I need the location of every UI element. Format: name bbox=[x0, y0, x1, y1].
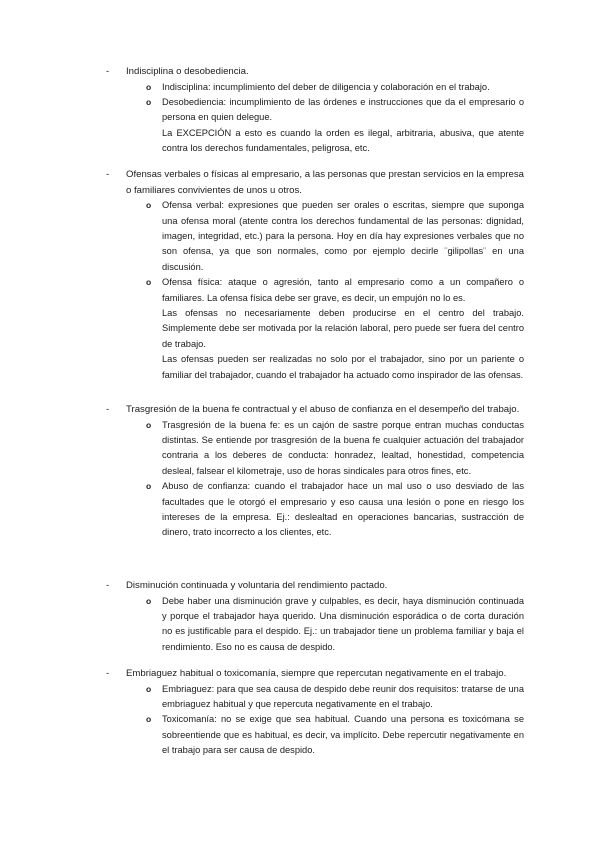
section-title: Disminución continuada y voluntaria del rendimiento pactado. bbox=[126, 580, 388, 591]
section-dash: - bbox=[106, 169, 110, 180]
bullet-marker: o bbox=[146, 200, 152, 211]
list-item bbox=[146, 594, 524, 656]
paragraph: Toxicomanía: no se exige que sea habitual. Cuando una persona es toxicómana se sobreentiende que es habitual, es decir, va implícito. Debe repercutir negativamente en el trabajo para ser causa de despido. bbox=[162, 714, 524, 756]
paragraph: Ofensa física: ataque o agresión, tanto al empresario como a un compañero o familiares. La ofensa física debe ser grave, es decir, un empujón no lo es. bbox=[162, 277, 524, 303]
bullet-marker: o bbox=[146, 481, 152, 492]
paragraph: Indisciplina: incumplimiento del deber de diligencia y colaboración en el trabajo. bbox=[162, 81, 490, 92]
bullet-list bbox=[106, 198, 524, 383]
paragraph: Las ofensas no necesariamente deben producirse en el centro del trabajo. Simplemente debe ser motivada por la relación laboral, pero puede ser fuera del centro de trabajo. bbox=[162, 308, 524, 349]
list-item bbox=[146, 275, 524, 383]
section-embriaguez bbox=[106, 666, 524, 759]
bullet-marker: o bbox=[146, 277, 152, 288]
bullet-marker: o bbox=[146, 683, 152, 694]
section-trasgresion bbox=[106, 402, 524, 541]
bullet-marker: o bbox=[146, 97, 152, 107]
section-disminucion bbox=[106, 578, 524, 655]
paragraph: Ofensa verbal: expresiones que pueden ser orales o escritas, siempre que suponga una ofensa moral (atente contra los derechos fundamental de las personas: dignidad, imagen, integridad, etc.) para la persona. Hoy en día hay expresiones verbales que no son ofensa, ya que son normales, como por ejemplo decirle ¨gilipollas¨ en una discusión. bbox=[162, 200, 524, 272]
list-item bbox=[146, 418, 524, 480]
paragraph: La EXCEPCIÓN a esto es cuando la orden es ilegal, arbitraria, abusiva, que atente contra los derechos fundamentales, peligrosa, etc. bbox=[162, 127, 524, 154]
bullet-marker: o bbox=[146, 714, 152, 725]
section-dash: - bbox=[106, 580, 110, 591]
bullet-list bbox=[106, 80, 524, 157]
section-ofensas bbox=[106, 167, 524, 383]
bullet-marker: o bbox=[146, 81, 152, 92]
bullet-list bbox=[106, 682, 524, 759]
bullet-list bbox=[106, 594, 524, 656]
paragraph: Trasgresión de la buena fe: es un cajón de sastre porque entran muchas conductas distintas. Se entiende por trasgresión de la buena fe cualquier actuación del trabajador contraria a los deberes de conducta: honradez, lealtad, honestidad, competencia desleal, falsear el kilometraje, uso de horas sindicales para otros fines, etc. bbox=[162, 419, 524, 476]
section-dash: - bbox=[106, 404, 110, 415]
list-item bbox=[146, 198, 524, 275]
section-title: Indisciplina o desobediencia. bbox=[126, 66, 249, 77]
list-item bbox=[146, 95, 524, 157]
paragraph: Embriaguez: para que sea causa de despido debe reunir dos requisitos: tratarse de una embriaguez habitual y que repercuta negativamente en el trabajo. bbox=[162, 683, 524, 709]
list-item bbox=[146, 712, 524, 758]
bullet-marker: o bbox=[146, 419, 152, 430]
list-item bbox=[146, 80, 524, 95]
paragraph: Debe haber una disminución grave y culpables, es decir, haya disminución continuada y porque el trabajador haya querido. Una disminución esporádica o de corta duración no es justificable para el despido. Ej.: un trabajador tiene un problema familiar y baja el rendimiento. Eso no es causa de despido. bbox=[162, 595, 524, 652]
section-indisciplina bbox=[106, 64, 524, 157]
list-item bbox=[146, 479, 524, 541]
paragraph: Las ofensas pueden ser realizadas no solo por el trabajador, sino por un pariente o familiar del trabajador, cuando el trabajador ha actuado como inspirador de las ofensas. bbox=[162, 354, 524, 380]
bullet-marker: o bbox=[146, 595, 152, 606]
list-item bbox=[146, 682, 524, 713]
section-dash: - bbox=[106, 66, 110, 77]
section-title: Embriaguez habitual o toxicomanía, siempre que repercutan negativamente en el trabajo. bbox=[126, 668, 507, 679]
paragraph: Desobediencia: incumplimiento de las órdenes e instrucciones que da el empresario o persona en quien delegue. bbox=[162, 97, 524, 123]
section-title: Trasgresión de la buena fe contractual y el abuso de confianza en el desempeño del trabajo. bbox=[126, 404, 520, 415]
paragraph: Abuso de confianza: cuando el trabajador hace un mal uso o uso desviado de las facultades que le otorgó el empresario y eso causa una lesión o pone en riesgo los intereses de la empresa. Ej.: deslealtad en operaciones bancarias, sustracción de dinero, trato incorrecto a los clientes, etc. bbox=[162, 481, 524, 538]
section-title: Ofensas verbales o físicas al empresario, a las personas que prestan servicios en la empresa o familiares convivientes de unos u otros. bbox=[126, 169, 524, 196]
bullet-list bbox=[106, 418, 524, 541]
section-dash: - bbox=[106, 668, 110, 679]
